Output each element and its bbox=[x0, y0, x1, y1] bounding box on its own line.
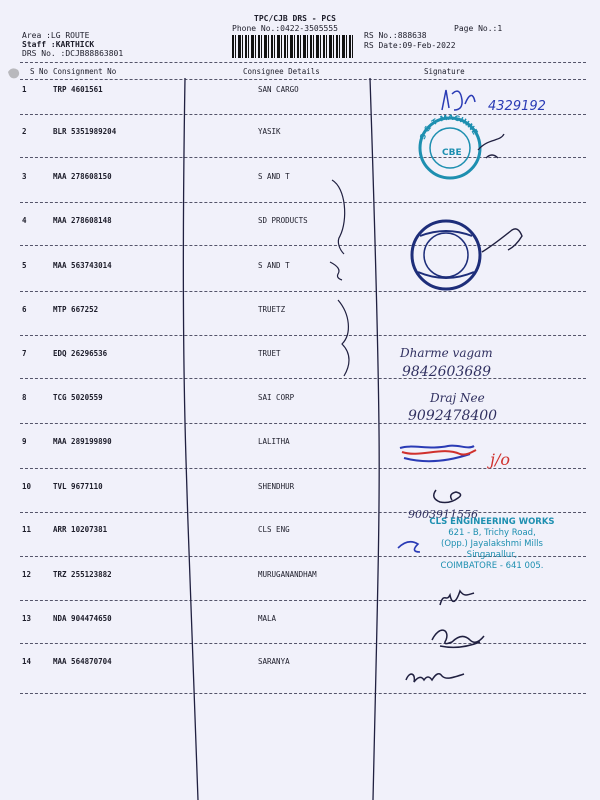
row-sno: 3 bbox=[22, 172, 27, 181]
row-consignee: CLS ENG bbox=[258, 525, 290, 534]
row-consignment: BLR 5351989204 bbox=[53, 127, 117, 136]
phone-number: Phone No.:0422-3505555 bbox=[232, 24, 338, 33]
rs-date: RS Date:09-Feb-2022 bbox=[364, 41, 456, 50]
column-consignment: Consignment No bbox=[53, 67, 117, 76]
row-sno: 2 bbox=[22, 127, 27, 136]
stamp-line: CLS ENGINEERING WORKS bbox=[429, 517, 555, 527]
header-bottom-divider bbox=[20, 79, 586, 80]
stamp-line: COIMBATORE - 641 005. bbox=[440, 561, 544, 571]
row-divider bbox=[20, 291, 586, 292]
area-label: Area :LG ROUTE bbox=[22, 31, 90, 40]
row-divider bbox=[20, 423, 586, 424]
row-divider bbox=[20, 643, 586, 644]
row-divider bbox=[20, 693, 586, 694]
pen-tick-row5 bbox=[330, 262, 342, 280]
row-sno: 9 bbox=[22, 437, 27, 446]
row-sno: 7 bbox=[22, 349, 27, 358]
row8-handwritten-name: Draj Nee bbox=[430, 391, 485, 405]
signature-row14 bbox=[406, 674, 464, 682]
pen-brace-upper bbox=[332, 180, 345, 254]
row-divider bbox=[20, 202, 586, 203]
row-consignee: MALA bbox=[258, 614, 277, 623]
punch-mark bbox=[8, 68, 19, 78]
row-consignee: S AND T bbox=[258, 172, 290, 181]
row-consignment: MAA 564870704 bbox=[53, 657, 112, 666]
row-consignment: ARR 10207381 bbox=[53, 525, 108, 534]
row7-handwritten-name: Dharme vagam bbox=[400, 346, 493, 360]
row-consignment: TRP 4601561 bbox=[53, 85, 103, 94]
row-sno: 8 bbox=[22, 393, 27, 402]
header-top-divider bbox=[20, 62, 586, 63]
row-sno: 11 bbox=[22, 525, 32, 534]
staff-label: Staff :KARTHICK bbox=[22, 40, 95, 49]
row-sno: 6 bbox=[22, 305, 27, 314]
stamp-center-text: CBE bbox=[442, 148, 462, 158]
pen-line-right bbox=[370, 78, 379, 800]
row-consignment: MAA 289199890 bbox=[53, 437, 112, 446]
row-consignee: SHENDHUR bbox=[258, 482, 295, 491]
signature-row1 bbox=[442, 90, 475, 110]
row-consignment: MAA 278608148 bbox=[53, 216, 112, 225]
row-consignee: MURUGANANDHAM bbox=[258, 570, 317, 579]
row-divider bbox=[20, 335, 586, 336]
row-divider bbox=[20, 114, 586, 115]
row1-handwritten-number: 4329192 bbox=[488, 99, 546, 114]
row-consignee: TRUETZ bbox=[258, 305, 286, 314]
page-number: Page No.:1 bbox=[454, 24, 503, 33]
row9-handwritten-mark: j/o bbox=[490, 450, 510, 469]
row-sno: 10 bbox=[22, 482, 32, 491]
row-consignment: NDA 904474650 bbox=[53, 614, 112, 623]
signature-row2 bbox=[478, 134, 504, 158]
stamp-ring-text: S & T MACHINE bbox=[417, 112, 480, 141]
signature-row9-blue bbox=[400, 446, 474, 462]
signature-row9-red bbox=[402, 450, 476, 455]
row-consignment: TVL 9677110 bbox=[53, 482, 103, 491]
stamp-line: 621 - B, Trichy Road, bbox=[448, 528, 536, 538]
row-consignment: MAA 278608150 bbox=[53, 172, 112, 181]
row-consignee: SAN CARGO bbox=[258, 85, 299, 94]
st-machine-stamp bbox=[418, 113, 480, 178]
stamp-line: Singanallur, bbox=[466, 550, 518, 560]
row-consignee: LALITHA bbox=[258, 437, 290, 446]
signature-row12 bbox=[440, 591, 474, 605]
pen-brace-lower bbox=[338, 300, 349, 376]
row-divider bbox=[20, 600, 586, 601]
barcode bbox=[232, 35, 354, 58]
pen-line-left bbox=[183, 78, 198, 800]
row-consignee: TRUET bbox=[258, 349, 281, 358]
cls-engineering-stamp bbox=[412, 517, 572, 572]
row-consignment: EDQ 26296536 bbox=[53, 349, 108, 358]
drs-number: DRS No. :DCJB88863801 bbox=[22, 49, 124, 58]
row-divider bbox=[20, 245, 586, 246]
engineering-stamp bbox=[412, 221, 480, 289]
row-consignee: SD PRODUCTS bbox=[258, 216, 308, 225]
row8-handwritten-phone: 9092478400 bbox=[408, 408, 498, 424]
row-divider bbox=[20, 157, 586, 158]
stamp-line: (Opp.) Jayalakshmi Mills bbox=[441, 539, 543, 549]
signature-row13 bbox=[432, 630, 484, 647]
row-divider bbox=[20, 468, 586, 469]
row-sno: 14 bbox=[22, 657, 32, 666]
row-consignee: SAI CORP bbox=[258, 393, 295, 402]
row-consignee: SARANYA bbox=[258, 657, 290, 666]
report-title: TPC/CJB DRS - PCS bbox=[254, 14, 336, 23]
row-consignment: TCG 5020559 bbox=[53, 393, 103, 402]
column-signature: Signature bbox=[424, 67, 465, 76]
row-sno: 4 bbox=[22, 216, 27, 225]
row-sno: 12 bbox=[22, 570, 32, 579]
row-sno: 5 bbox=[22, 261, 27, 270]
svg-text:S & T MACHINE bbox=[418, 113, 480, 141]
rs-number: RS No.:888638 bbox=[364, 31, 427, 40]
row-consignment: TRZ 255123882 bbox=[53, 570, 112, 579]
column-sno: S No bbox=[30, 67, 49, 76]
row-sno: 1 bbox=[22, 85, 27, 94]
row-consignment: MAA 563743014 bbox=[53, 261, 112, 270]
row-consignee: YASIK bbox=[258, 127, 281, 136]
row7-handwritten-phone: 9842603689 bbox=[402, 364, 492, 380]
row-divider bbox=[20, 378, 586, 379]
row-divider bbox=[20, 512, 586, 513]
row-consignee: S AND T bbox=[258, 261, 290, 270]
column-consignee: Consignee Details bbox=[243, 67, 320, 76]
signature-row10 bbox=[434, 490, 461, 503]
row11-handwritten-phone: 9003911556 bbox=[408, 508, 478, 521]
row-consignment: MTP 667252 bbox=[53, 305, 99, 314]
signature-row4 bbox=[482, 229, 522, 252]
row-sno: 13 bbox=[22, 614, 32, 623]
